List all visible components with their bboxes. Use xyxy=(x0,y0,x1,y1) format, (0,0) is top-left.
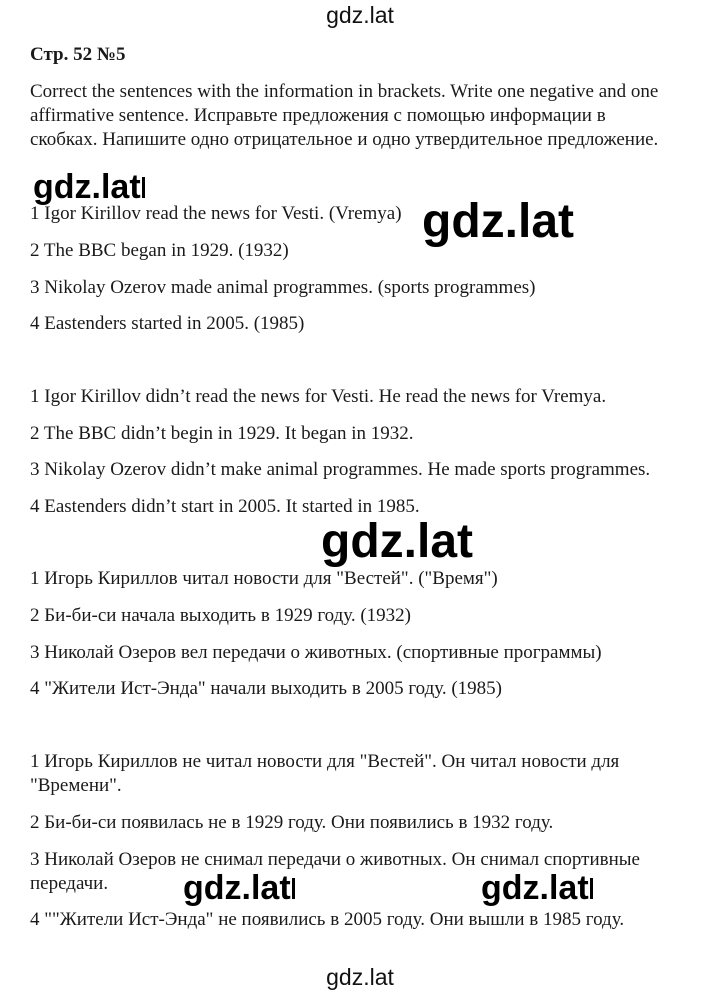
task-ru-2: 2 Би-би-си начала выходить в 1929 году. (1932) xyxy=(30,605,412,626)
answer-en-4: 4 Eastenders didn’t start in 2005. It started in 1985. xyxy=(30,496,420,517)
watermark-logo: gdz.lat xyxy=(422,195,574,248)
page-title: Стр. 52 №5 xyxy=(30,44,126,65)
watermark-logo: gdz.lat xyxy=(481,869,593,908)
answer-ru-4: 4 ""Жители Ист-Энда" не появились в 2005 году. Они вышли в 1985 году. xyxy=(30,909,625,930)
answer-ru-1: 1 Игорь Кириллов не читал новости для "Вестей". Он читал новости для xyxy=(30,751,620,772)
answer-ru-2: 2 Би-би-си появилась не в 1929 году. Они появились в 1932 году. xyxy=(30,812,554,833)
task-ru-4: 4 "Жители Ист-Энда" начали выходить в 2005 году. (1985) xyxy=(30,678,503,699)
watermark-logo: gdz.lat xyxy=(33,168,145,207)
instruction-line: Correct the sentences with the information in brackets. Write one negative and one xyxy=(30,81,659,102)
answer-ru-3-cont: передачи. xyxy=(30,873,109,894)
task-en-1: 1 Igor Kirillov read the news for Vesti. (Vremya) xyxy=(30,203,402,224)
task-ru-1: 1 Игорь Кириллов читал новости для "Вестей". ("Время") xyxy=(30,568,498,589)
site-footer: gdz.lat xyxy=(326,964,394,990)
answer-en-1: 1 Igor Kirillov didn’t read the news for Vesti. He read the news for Vremya. xyxy=(30,386,607,407)
task-ru-3: 3 Николай Озеров вел передачи о животных. (спортивные программы) xyxy=(30,642,602,663)
answer-en-2: 2 The BBC didn’t begin in 1929. It began in 1932. xyxy=(30,423,414,444)
answer-en-3: 3 Nikolay Ozerov didn’t make animal programmes. He made sports programmes. xyxy=(30,459,651,480)
watermark-logo: gdz.lat xyxy=(321,515,473,568)
watermark-logo: gdz.lat xyxy=(183,869,295,908)
instruction-line: скобках. Напишите одно отрицательное и одно утвердительное предложение. xyxy=(30,129,659,150)
answer-ru-3: 3 Николай Озеров не снимал передачи о животных. Он снимал спортивные xyxy=(30,849,640,870)
task-en-2: 2 The BBC began in 1929. (1932) xyxy=(30,240,289,261)
task-en-3: 3 Nikolay Ozerov made animal programmes. (sports programmes) xyxy=(30,277,536,298)
instruction-line: affirmative sentence. Исправьте предложения с помощью информации в xyxy=(30,105,606,126)
site-header: gdz.lat xyxy=(326,2,394,28)
task-en-4: 4 Eastenders started in 2005. (1985) xyxy=(30,313,305,334)
answer-ru-1-cont: "Времени". xyxy=(30,775,122,796)
instructions xyxy=(30,80,700,152)
